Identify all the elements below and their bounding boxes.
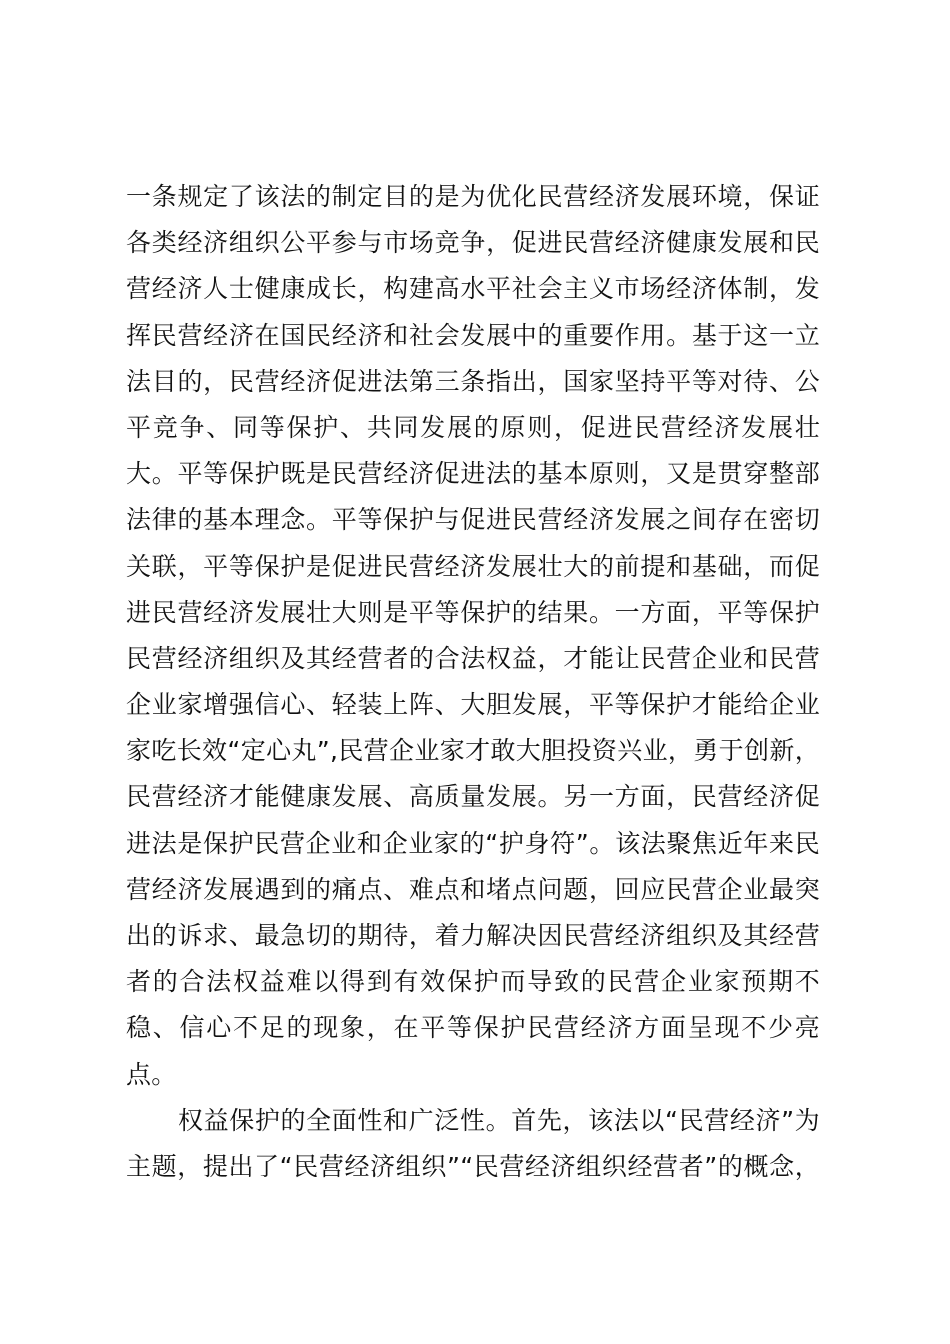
text-line: 一条规定了该法的制定目的是为优化民营经济发展环境，保证 — [126, 182, 820, 211]
text-line: 进民营经济发展壮大则是平等保护的结果。一方面，平等保护 — [126, 597, 820, 627]
text-line: 平竞争、同等保护、共同发展的原则，促进民营经济发展壮 — [126, 412, 820, 442]
text-line: 法律的基本理念。平等保护与促进民营经济发展之间存在密切 — [126, 505, 820, 535]
text-line: 民营经济才能健康发展、高质量发展。另一方面，民营经济促 — [126, 782, 820, 812]
document-page — [126, 174, 820, 1190]
text-line: 权益保护的全面性和广泛性。首先，该法以“民营经济”为 — [178, 1105, 820, 1135]
text-line: 进法是保护民营企业和企业家的“护身符”。该法聚焦近年来民 — [126, 828, 820, 858]
text-line: 家吃长效“定心丸”,民营企业家才敢大胆投资兴业，勇于创新， — [126, 736, 820, 766]
text-line: 各类经济组织公平参与市场竞争，促进民营经济健康发展和民 — [126, 228, 820, 258]
text-line: 法目的，民营经济促进法第三条指出，国家坚持平等对待、公 — [126, 366, 820, 396]
text-line: 营经济发展遇到的痛点、难点和堵点问题，回应民营企业最突 — [126, 874, 820, 904]
text-line: 挥民营经济在国民经济和社会发展中的重要作用。基于这一立 — [126, 320, 820, 350]
text-line: 主题，提出了“民营经济组织”“民营经济组织经营者”的概念， — [126, 1151, 820, 1181]
text-line: 大。平等保护既是民营经济促进法的基本原则，又是贯穿整部 — [126, 459, 820, 489]
text-line: 稳、信心不足的现象，在平等保护民营经济方面呈现不少亮 — [126, 1013, 820, 1043]
text-line: 出的诉求、最急切的期待，着力解决因民营经济组织及其经营 — [126, 921, 820, 950]
text-line: 民营经济组织及其经营者的合法权益，才能让民营企业和民营 — [126, 643, 820, 673]
text-line: 营经济人士健康成长，构建高水平社会主义市场经济体制，发 — [126, 274, 820, 304]
text-line: 者的合法权益难以得到有效保护而导致的民营企业家预期不 — [126, 967, 820, 997]
text-line: 点。 — [126, 1059, 177, 1089]
text-line: 关联，平等保护是促进民营经济发展壮大的前提和基础，而促 — [126, 551, 820, 581]
text-line: 企业家增强信心、轻装上阵、大胆发展，平等保护才能给企业 — [126, 690, 820, 720]
